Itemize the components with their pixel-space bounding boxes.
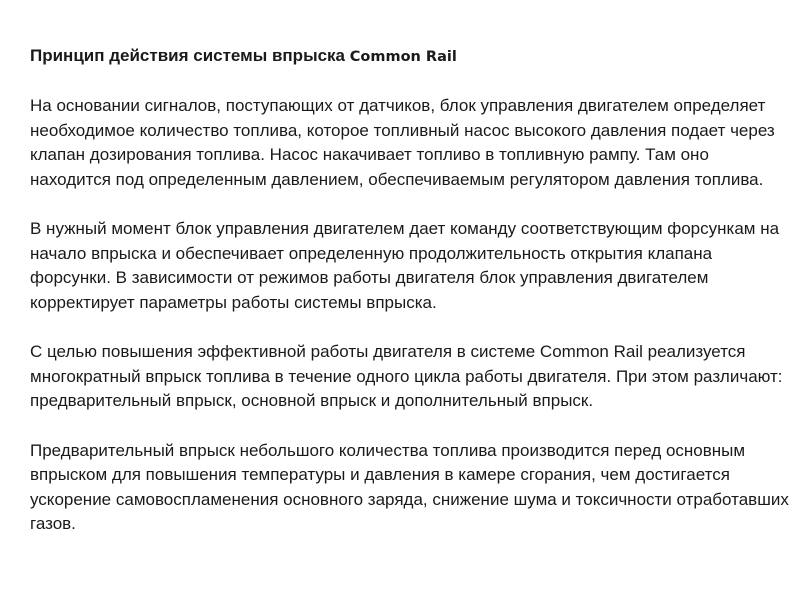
- title-latin-text: Common Rail: [349, 49, 457, 65]
- title-text: Принцип действия системы впрыска: [30, 46, 346, 65]
- paragraph-3: С целью повышения эффективной работы двигателя в системе Common Rail реализуется многократный впрыск топлива в течение одного цикла работы двигателя. При этом различают: предварительный впрыск, основной впрыск и дополнительный впрыск.: [30, 342, 783, 411]
- paragraph-4: Предварительный впрыск небольшого количества топлива производится перед основным впрыском для повышения температуры и давления в камере сгорания, чем достигается ускорение самовоспламенения основного заряда, снижение шума и токсичности отработавших газов.: [30, 440, 789, 534]
- paragraph-2: В нужный момент блок управления двигателем дает команду соответствующим форсункам на начало впрыска и обеспечивает определенную продолжительность открытия клапана форсунки. В зависимости от режимов работы двигателя блок управления двигателем корректирует параметры работы системы впрыска.: [30, 219, 780, 312]
- paragraph-1: На основании сигналов, поступающих от датчиков, блок управления двигателем определяет необходимое количество топлива, которое топливный насос высокого давления подает через клапан дозирования топлива. Насос накачивает топливо в топливную рампу. Там оно находится под определенным давлением, обеспечиваемым регулятором давления топлива.: [30, 96, 775, 189]
- document-title: [30, 44, 792, 70]
- document-page: [30, 44, 792, 537]
